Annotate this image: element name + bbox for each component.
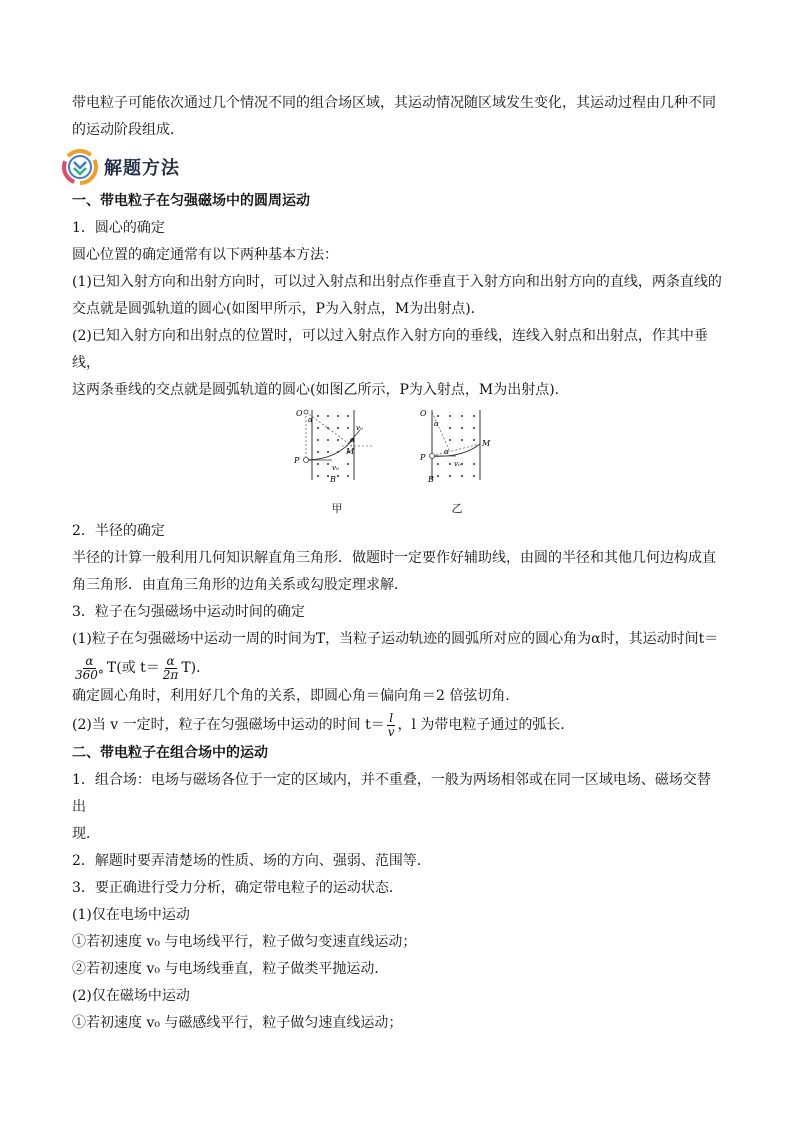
formula-mid-text: T(或 t＝	[106, 660, 160, 676]
s2-sub2-a: ①若初速度 v₀ 与磁感线平行，粒子做匀速直线运动；	[72, 1015, 403, 1031]
s1-method1-line2: 交点就是圆弧轨道的圆心(如图甲所示，P为入射点，M为出射点)．	[72, 301, 485, 317]
fig-b-label-p: P	[420, 453, 426, 462]
fig-b-label-v0: v₀	[454, 460, 461, 468]
document-page	[72, 90, 722, 1037]
fig-b-label-alpha1: α	[434, 420, 439, 428]
frac1-numerator: α	[85, 653, 94, 668]
fraction-l-v	[386, 712, 397, 739]
s3-note: 确定圆心角时，利用好几个角的关系，即圆心角＝偏向角＝2 倍弦切角．	[72, 688, 520, 704]
method-heading-text: 解题方法	[104, 158, 180, 179]
s2-sub1-a: ①若初速度 v₀ 与电场线平行，粒子做匀变速直线运动；	[72, 934, 417, 950]
s1-method1-line1: (1)已知入射方向和出射方向时，可以过入射点和出射点作垂直于入射方向和出射方向的直线，两条直线的	[72, 274, 722, 290]
s3-method2-line	[72, 710, 722, 740]
s1-title: 1．圆心的确定	[72, 220, 165, 236]
fig-a-label-alpha1: α	[308, 416, 313, 424]
s3-title: 3．粒子在匀强磁场中运动时间的确定	[72, 604, 305, 620]
s2-line1: 半径的计算一般利用几何知识解直角三角形．做题时一定要作好辅助线，由圆的半径和其他几何边构成直	[72, 550, 716, 566]
fig-b-label-b: B	[428, 475, 434, 484]
s2-sub1-title: (1)仅在电场中运动	[72, 907, 190, 923]
figure-a-caption: 甲	[331, 502, 343, 515]
s3-method2-pre: (2)当 v 一定时，粒子在匀强磁场中运动的时间 t＝	[72, 717, 385, 733]
s1-method2-line1: (2)已知入射方向和出射点的位置时，可以过入射点作入射方向的垂线，连线入射点和出射点，作其中垂线，	[72, 328, 708, 371]
formula-tail-text: T)．	[181, 660, 211, 676]
frac2-numerator: α	[166, 653, 175, 668]
figure-a	[292, 408, 382, 516]
intro-line-1: 带电粒子可能依次通过几个情况不同的组合场区域，其运动情况随区域发生变化，其运动过程由几种不同	[72, 95, 716, 111]
intro-line-2: 的运动阶段组成．	[72, 122, 184, 138]
s2-item1-line2: 现．	[72, 826, 100, 842]
s2-sub1-b: ②若初速度 v₀ 与电场线垂直，粒子做类平抛运动．	[72, 961, 389, 977]
fig-a-label-v0-top: v₀	[356, 424, 363, 432]
fraction-alpha-360	[73, 655, 106, 682]
s1-intro: 圆心位置的确定通常有以下两种基本方法：	[72, 247, 338, 263]
s1-method2-line2: 这两条垂线的交点就是圆弧轨道的圆心(如图乙所示，P为入射点，M为出射点)．	[72, 382, 569, 398]
fig-a-label-v0-bottom: v₀	[332, 464, 339, 472]
fig-a-label-p: P	[294, 456, 300, 465]
section2-title: 二、带电粒子在组合场中的运动	[72, 745, 268, 761]
frac3-denominator: v	[387, 724, 395, 739]
s2-sub2-title: (2)仅在磁场中运动	[72, 988, 190, 1004]
s3-method1-line1: (1)粒子在匀强磁场中运动一周的时间为T，当粒子运动轨迹的圆弧所对应的圆心角为α时，其运动时间t＝	[72, 631, 719, 647]
fig-a-label-b: B	[330, 475, 336, 484]
s3-method2-post: ，l 为带电粒子通过的弧长．	[397, 717, 575, 733]
fig-b-label-alpha2: α	[444, 448, 449, 456]
s2-item2: 2．解题时要弄清楚场的性质、场的方向、强弱、范围等．	[72, 853, 431, 869]
s2-line2: 角三角形．由直角三角形的边角关系或勾股定理求解．	[72, 577, 408, 593]
figure-b	[412, 408, 502, 516]
fig-a-label-o: O	[296, 409, 303, 418]
s2-title: 2．半径的确定	[72, 523, 165, 539]
fig-a-label-alpha2: α	[350, 436, 355, 444]
fig-b-label-m: M	[482, 439, 491, 448]
frac1-denominator: 360°	[75, 667, 104, 682]
section1-title: 一、带电粒子在匀强磁场中的圆周运动	[72, 193, 310, 209]
figure-a-diagram	[292, 408, 382, 498]
figure-b-diagram	[412, 408, 502, 498]
fig-a-label-m: M	[346, 447, 355, 456]
method-heading	[62, 146, 722, 188]
fig-b-label-o: O	[420, 409, 427, 418]
figure-b-caption: 乙	[451, 502, 463, 515]
figures-row	[72, 408, 722, 516]
frac2-denominator: 2π	[162, 667, 179, 682]
frac3-numerator: l	[389, 710, 394, 725]
s2-item3: 3．要正确进行受力分析，确定带电粒子的运动状态．	[72, 880, 403, 896]
method-badge-icon	[62, 149, 98, 185]
s2-item1-line1: 1．组合场：电场与磁场各位于一定的区域内，并不重叠，一般为两场相邻或在同一区域电场、磁场交替出	[72, 772, 711, 815]
fraction-alpha-2pi	[161, 655, 181, 682]
s3-formula-line	[72, 653, 722, 683]
